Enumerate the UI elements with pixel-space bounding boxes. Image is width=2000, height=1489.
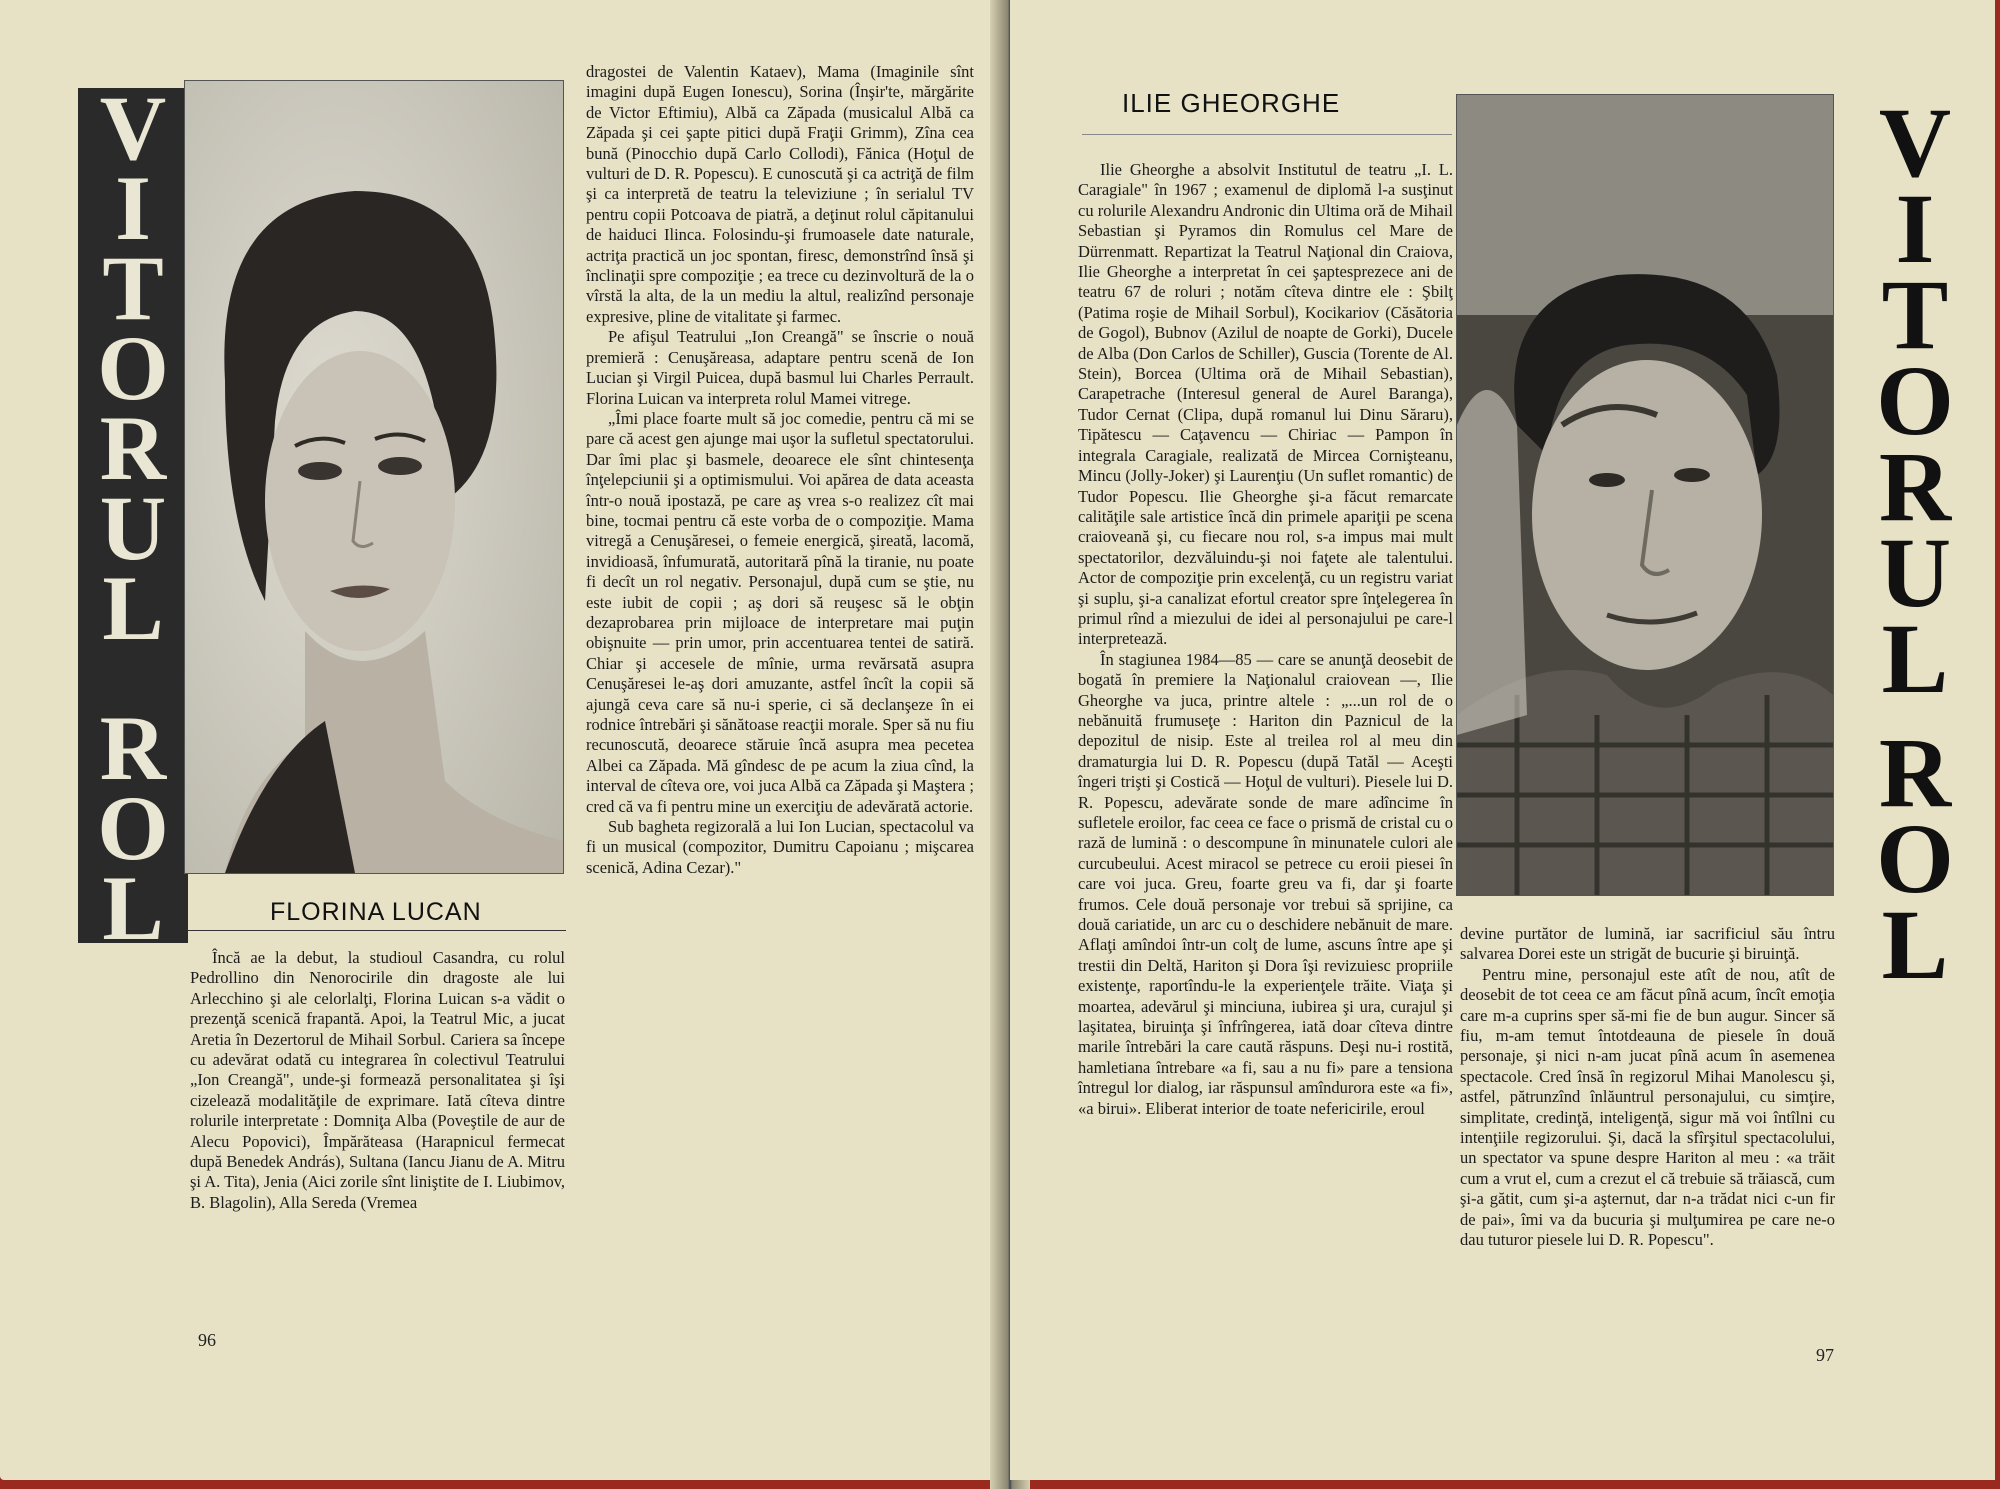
title-letter: T [102, 237, 164, 339]
right-vertical-title [1855, 87, 1975, 1000]
paragraph: Pentru mine, personajul este atît de nou, atît de deosebit de tot ceea ce am făcut pînă acum, încît emoţia care m-a cuprins sper să-mi fie de bun augur. Sincer să fiu, m-am temut întotdeauna de piesele în două personaje, şi nici n-am jucat pînă acum în asemenea spectacole. Cred însă în regizorul Mihai Manolescu şi, astfel, pătrunzînd înlăuntrul personajului, cu simţire, simplitate, credinţă, inteligenţă, sigur mă voi întîlni cu intenţiile regizorului. Şi, dacă la sfîrşitul spectacolului, un spectator va spune despre Hariton al meu : «a trăit cum a vrut el, cum a crezut el că trebuie să trăiască, cum şi-a gătit, cum şi-a aşternut, dar n-a trădat nici c-un fir de pai», îmi va da bucuria şi mulţumirea pe care ne-o dau tuturor piesele lui D. R. Popescu". [1460, 964, 1835, 1250]
paragraph: Sub bagheta regizorală a lui Ion Lucian, spectacolul va fi un musical (compozitor, Dumitru Capoianu ; mişcarea scenică, Adina Cezar)." [586, 817, 974, 877]
title-letter: R [1878, 717, 1952, 828]
title-letter: O [1876, 803, 1954, 914]
left-column-1 [190, 948, 565, 1213]
left-vertical-title [78, 77, 188, 959]
title-letter: T [1881, 259, 1949, 370]
title-letter: R [99, 397, 167, 499]
title-letter: L [102, 857, 164, 959]
title-letter: L [1881, 603, 1949, 714]
right-page [1010, 0, 1995, 1480]
ilie-gheorghe-photo [1456, 94, 1834, 896]
title-letter: I [1895, 173, 1935, 284]
right-column-2 [1460, 924, 1835, 1251]
paragraph: Pe afişul Teatrului „Ion Creangă" se înscrie o nouă premieră : Cenuşăreasa, adaptare pentru scenă de Ion Lucian şi Virgil Puicea, după basmul lui Charles Perrault. Florina Luican va interpreta rolul Mamei vitrege. [586, 327, 974, 408]
page-number: 96 [198, 1330, 216, 1350]
paragraph: Încă ae la debut, la studioul Casandra, cu rolul Pedrollino din Nenorocirile din dragoste ale lui Arlecchino şi ale celorlalţi, Florina Luican s-a vădit o prezenţă scenică frapantă. Apoi, la Teatrul Mic, a jucat Aretia în Dezertorul de Mihail Sorbul. Cariera sa începe cu adevărat odată cu integrarea în colectivul Teatrului „Ion Creangă", unde-şi formează personalitatea şi îşi cizelează modalităţile de exprimare. Iată cîteva dintre rolurile interpretate : Domniţa Alba (Poveştile de aur de Alecu Popovici), Împărăteasa (Harapnicul fermecat după Benedek András), Sultana (Iancu Jianu de A. Mitru şi A. Tita), Jenia (Aici zorile sînt liniştite de I. Liubimov, B. Blagolin), Alla Sereda (Vremea [190, 948, 565, 1212]
paragraph: Ilie Gheorghe a absolvit Institutul de teatru „I. L. Caragiale" în 1967 ; examenul de diplomă l-a susţinut cu rolurile Alexandru Andronic din Ultima oră de Mihail Sebastian şi Pyramos din Romulus cel Mare de Dürrenmatt. Repartizat la Teatrul Naţional din Craiova, Ilie Gheorghe a interpretat în cei şaptesprezece ani de teatru 67 de roluri ; notăm cîteva dintre ele : Şbilţ (Patima roşie de Mihail Sorbul), Kocikariov (Căsătoria de Gogol), Bubnov (Azilul de noapte de Gorki), Ducele de Alba (Don Carlos de Schiller), Guscia (Torente de Al. Stein), Borcea (Ultima oră de Mihail Sebastian), Carapetrache (Interesul general de Aurel Baranga), Tudor Cernat (Clipa, după romanul lui Dinu Săraru), Tipătescu — Caţavencu — Chiriac — Pampon în integrala Caragiale, realizată de Mircea Cornişteanu, Mincu (Jolly-Joker) şi Laurenţiu (Un suflet romantic) de Tudor Popescu. Ilie Gheorghe şi-a făcut remarcate calităţile sale artistice încă din primele apariţii pe scena craioveană şi, cu fiecare nou rol, s-a impus mai mult spectatorilor, dezvăluindu-şi noi faţete ale talentului. Actor de compoziţie prin excelenţă, cu un registru variat şi suplu, şi-a canalizat efortul creator spre înţelegerea în primul rînd a miezului de idei al personajului pe care-l interpretează. [1078, 160, 1453, 649]
left-column-2 [586, 62, 974, 878]
title-letter: L [1881, 889, 1949, 1000]
title-letter: O [97, 317, 169, 419]
title-letter: O [97, 777, 169, 879]
paragraph: În stagiunea 1984—85 — care se anunţă deosebit de bogată în premiere la Naţionalul craiovean —, Ilie Gheorghe va juca, printre altele : „...un rol de o nebănuită frumuseţe : Hariton din Paznicul de la depozitul de nisip. Este al treilea rol al meu din dramaturgia lui D. R. Popescu (după Tatăl — Aceşti îngeri trişti şi Costică — Hoţul de vulturi). Piesele lui D. R. Popescu, adevărate sonde de mare adîncime în sufletele eroilor, fac ceea ce face o prismă de cristal cu o rază de lumină : o descompune în minunatele culori ale curcubeului. Acest miracol se petrece cu eroii piesei în care voi juca. Greu, foarte greu va fi, dar şi foarte frumos. Cele două personaje vor trebui să sprijine, ca două cariatide, un arc cu o deschidere nebănuit de mare. Aflaţi amîndoi într-un colţ de lume, ascuns între ape şi trestii din Deltă, Hariton şi Dora îşi revizuiesc propriile existenţe, raportîndu-le la experienţele trăite. Viaţa şi moartea, adevărul şi minciuna, iubirea şi ura, curajul şi laşitatea, biruinţa şi înfrîngerea, iată doar cîteva dintre marile întrebări la care caută răspuns. Deşi nu-i rostită, hamletiana întrebare «a fi, sau a nu fi» pare a tensiona întregul lor dialog, iar răspunsul amîndurora este «a fi», «a birui». Eliberat interior de toate nefericirile, eroul [1078, 649, 1453, 1118]
header-rule [1082, 134, 1452, 135]
title-letter: R [99, 697, 167, 799]
title-letter: V [1878, 87, 1952, 198]
title-letter: L [102, 557, 164, 659]
paragraph: „Îmi place foarte mult să joc comedie, pentru că mi se pare că acest gen ajunge mai uşor la sufletul spectatorului. Dar îmi plac şi basmele, deoarece ele sînt chintesenţa înţelepciunii şi a optimismului. Voi apărea de data aceasta într-o nouă ipostază, pe care aş vrea s-o realizez cît mai bine, tocmai pentru că este vorba de o compoziţie. Mama vitregă a Cenuşăresei, o femeie energică, şireată, lacomă, invidioasă, înfumurată, autoritară pînă la tiranie, nu poate fi decît un rol negativ. Personajul, după cum se ştie, nu este iubit de copii ; aş dori să reuşesc să le obţin dezaprobarea prin mijloace de interpretare mai puţin obişnuite — prin umor, prin accentuarea tentei de satiră. Chiar şi accesele de mînie, urma revărsată asupra Cenuşăresei le-aş dori amuzante, astfel încît la copii să ajungă ceva care să nu-i sperie, ci să declanşeze în ei rodnice întrebări şi sănătoase reacţii morale. Sper să nu fiu recunoscută, deoarece stăruie încă asupra mea pecetea Albei ca Zăpada. Mă gîndesc de pe acum la ziua cînd, la interval de cîteva ore, voi juca Albă ca Zăpada şi Maştera ; cred că va fi pentru mine un exerciţiu de adevărată actorie. [586, 408, 974, 816]
paragraph: devine purtător de lumină, iar sacrificiul său întru salvarea Dorei este un strigăt de bucurie şi biruinţă. [1460, 924, 1835, 964]
left-page [0, 0, 1006, 1480]
paragraph: dragostei de Valentin Kataev), Mama (Imaginile sînt imagini după Eugen Ionescu), Sorina (Înşir'te, mărgărite de Victor Eftimiu), Albă ca Zăpada (musicalul Albă ca Zăpada şi cei şapte pitici după Fraţii Grimm), Zîna cea bună (Pinocchio după Carlo Collodi), Fănica (Hoţul de vulturi de D. R. Popescu). E cunoscută şi ca actriţă de film şi ca interpretă de teatru la televiziune ; în serialul TV pentru copii Potcoava de piatră, a deţinut rolul căpitanului de haiduci Ilinca. Folosindu-şi frumoasele date naturale, actriţa practică un joc spontan, firesc, demonstrînd însă şi înclinaţii spre compoziţie ; ea trece cu dezinvoltură de la o vîrstă la alta, de la un mediu la altul, realizînd personaje expresive, pline de vitalitate şi farmec. [586, 62, 974, 326]
left-vertical-title-box [78, 77, 188, 959]
title-letter: O [1876, 345, 1954, 456]
title-letter: V [99, 77, 167, 179]
page-number: 97 [1816, 1345, 1834, 1365]
title-letter: I [115, 157, 151, 259]
right-column-1 [1078, 160, 1453, 1119]
caption-rule [188, 930, 566, 931]
ilie-gheorghe-header: ILIE GHEORGHE [1122, 88, 1341, 118]
title-letter: U [99, 477, 167, 579]
title-letter: R [1878, 431, 1952, 542]
florina-lucan-photo [184, 80, 564, 874]
florina-lucan-caption: FLORINA LUCAN [270, 898, 482, 926]
title-letter: U [1878, 517, 1952, 628]
